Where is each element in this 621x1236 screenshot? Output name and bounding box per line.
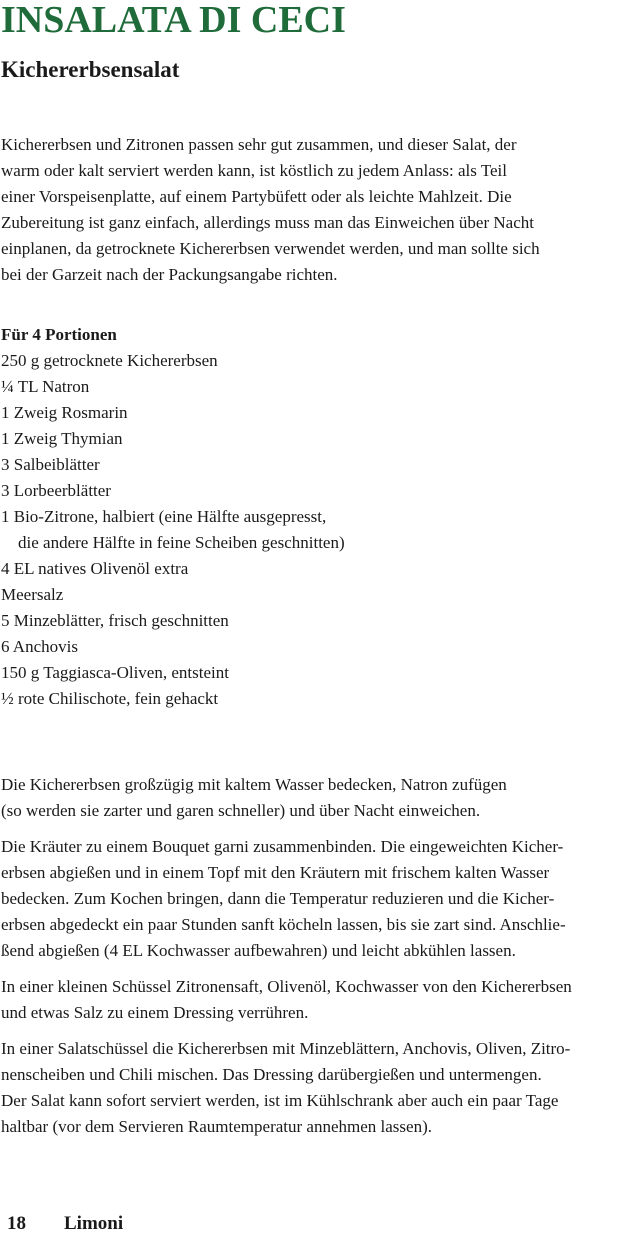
step-line: Der Salat kann sofort serviert werden, ist im Kühlschrank aber auch ein paar Tage [1,1091,559,1110]
method-steps [1,772,619,1150]
intro-line: Zubereitung ist ganz einfach, allerdings muss man das Einweichen über Nacht [1,213,534,232]
intro-line: Kichererbsen und Zitronen passen sehr gut zusammen, und dieser Salat, der [1,135,517,154]
step-line: bedecken. Zum Kochen bringen, dann die Temperatur reduzieren und die Kicher- [1,889,555,908]
step-line: Die Kichererbsen großzügig mit kaltem Wasser bedecken, Natron zufügen [1,775,507,794]
servings-heading: Für 4 Portionen [1,325,117,344]
step-line: erbsen abgedeckt ein paar Stunden sanft köcheln lassen, bis sie zart sind. Anschlie- [1,915,566,934]
intro-line: bei der Garzeit nach der Packungsangabe richten. [1,265,338,284]
ingredient-item: 150 g Taggiasca-Oliven, entsteint [1,663,229,682]
ingredient-item: 6 Anchovis [1,637,78,656]
intro-line: einplanen, da getrocknete Kichererbsen verwendet werden, und man sollte sich [1,239,540,258]
step-paragraph-2 [1,834,619,964]
book-title: Limoni [64,1213,124,1234]
ingredient-item: 5 Minzeblätter, frisch geschnitten [1,611,229,630]
step-paragraph-3 [1,974,619,1026]
intro-line: einer Vorspeisenplatte, auf einem Partybüfett oder als leichte Mahlzeit. Die [1,187,512,206]
step-paragraph-4 [1,1036,619,1140]
step-line: ßend abgießen (4 EL Kochwasser aufbewahren) und leicht abkühlen lassen. [1,941,516,960]
ingredient-item: 1 Bio-Zitrone, halbiert (eine Hälfte ausgepresst, [1,507,327,526]
step-line: erbsen abgießen und in einem Topf mit den Kräutern mit frischem kalten Wasser [1,863,550,882]
ingredient-item: ½ rote Chilischote, fein gehackt [1,689,219,708]
recipe-subtitle: Kichererbsensalat [1,57,180,82]
ingredient-item: Meersalz [1,585,64,604]
step-line: In einer kleinen Schüssel Zitronensaft, Olivenöl, Kochwasser von den Kichererbsen [1,977,572,996]
ingredient-item: ¼ TL Natron [1,377,90,396]
ingredient-item: 3 Salbeiblätter [1,455,100,474]
step-line: und etwas Salz zu einem Dressing verrühren. [1,1003,309,1022]
step-paragraph-1 [1,772,619,824]
step-line: haltbar (vor dem Servieren Raumtemperatur annehmen lassen). [1,1117,432,1136]
step-line: Die Kräuter zu einem Bouquet garni zusammenbinden. Die eingeweichten Kicher- [1,837,564,856]
ingredient-item: 1 Zweig Rosmarin [1,403,128,422]
recipe-title: INSALATA DI CECI [1,0,346,41]
page-number: 18 [7,1213,26,1234]
ingredient-item: 4 EL natives Olivenöl extra [1,559,189,578]
ingredient-item-continuation: die andere Hälfte in feine Scheiben geschnitten) [18,533,345,552]
step-line: In einer Salatschüssel die Kichererbsen mit Minzeblättern, Anchovis, Oliven, Zitro- [1,1039,571,1058]
intro-paragraph [1,132,619,288]
intro-line: warm oder kalt serviert werden kann, ist köstlich zu jedem Anlass: als Teil [1,161,508,180]
ingredient-item: 250 g getrocknete Kichererbsen [1,351,218,370]
ingredient-item: 3 Lorbeerblätter [1,481,111,500]
ingredient-item: 1 Zweig Thymian [1,429,123,448]
page-footer [0,1212,621,1236]
step-line: (so werden sie zarter und garen schneller) und über Nacht einweichen. [1,801,481,820]
step-line: nenscheiben und Chili mischen. Das Dressing darübergießen und untermengen. [1,1065,542,1084]
ingredients-list [1,322,619,712]
